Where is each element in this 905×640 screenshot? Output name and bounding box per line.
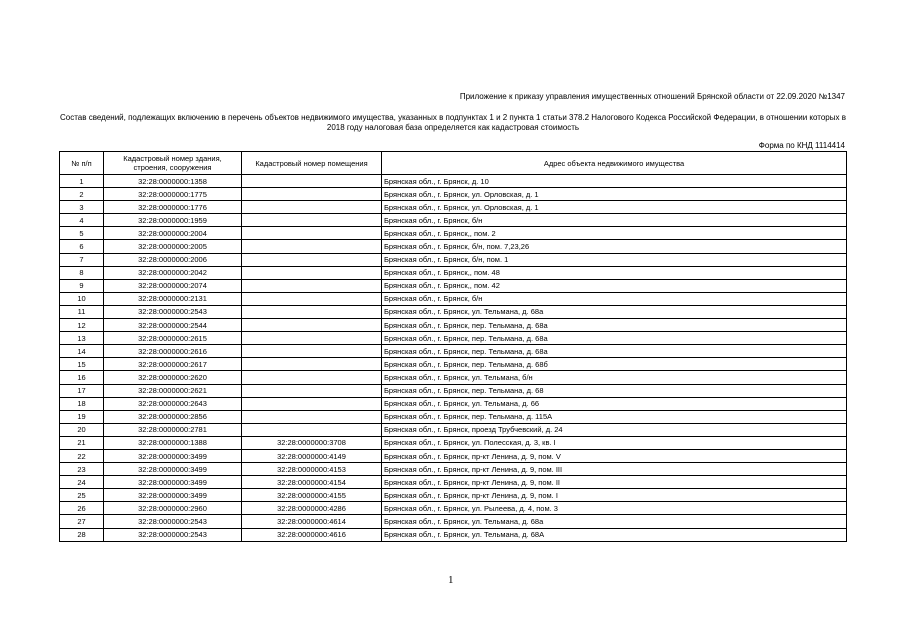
table-row xyxy=(60,201,847,214)
cell-room-cadastral xyxy=(242,397,382,410)
cell-num: 15 xyxy=(60,358,104,371)
cell-building-cadastral: 32:28:0000000:2616 xyxy=(104,345,242,358)
cell-address: Брянская обл., г. Брянск, д. 10 xyxy=(382,175,847,188)
cell-num: 11 xyxy=(60,305,104,318)
cell-num: 27 xyxy=(60,515,104,528)
document-intro: Состав сведений, подлежащих включению в перечень объектов недвижимого имущества, указанных в подпунктах 1 и 2 пункта 1 статьи 378.2 Налогового Кодекса Российской Федерации, в отношении которых в 2018 году налоговая база определяется как кадастровая стоимость xyxy=(60,113,846,132)
table-row xyxy=(60,253,847,266)
cell-address: Брянская обл., г. Брянск, пер. Тельмана, д. 68б xyxy=(382,358,847,371)
cell-room-cadastral xyxy=(242,279,382,292)
cell-room-cadastral xyxy=(242,188,382,201)
table-row xyxy=(60,227,847,240)
cell-num: 4 xyxy=(60,214,104,227)
cell-room-cadastral: 32:28:0000000:4154 xyxy=(242,476,382,489)
cell-room-cadastral xyxy=(242,332,382,345)
cell-num: 3 xyxy=(60,201,104,214)
cell-num: 9 xyxy=(60,279,104,292)
cell-num: 20 xyxy=(60,423,104,436)
cell-num: 16 xyxy=(60,371,104,384)
form-code: Форма по КНД 1114414 xyxy=(758,141,845,150)
cell-room-cadastral: 32:28:0000000:4155 xyxy=(242,489,382,502)
cell-address: Брянская обл., г. Брянск, пер. Тельмана, д. 115А xyxy=(382,410,847,423)
cell-building-cadastral: 32:28:0000000:2643 xyxy=(104,397,242,410)
cell-room-cadastral xyxy=(242,423,382,436)
cell-building-cadastral: 32:28:0000000:2544 xyxy=(104,319,242,332)
cell-address: Брянская обл., г. Брянск, ул. Тельмана, д. 68а xyxy=(382,515,847,528)
table-row xyxy=(60,397,847,410)
table-header-row xyxy=(60,152,847,175)
cell-building-cadastral: 32:28:0000000:1388 xyxy=(104,436,242,449)
table-row xyxy=(60,371,847,384)
cell-address: Брянская обл., г. Брянск, пер. Тельмана, д. 68 xyxy=(382,384,847,397)
cell-num: 19 xyxy=(60,410,104,423)
cell-num: 13 xyxy=(60,332,104,345)
appendix-header: Приложение к приказу управления имущественных отношений Брянской области от 22.09.2020 №1347 xyxy=(459,92,845,101)
cell-address: Брянская обл., г. Брянск, ул. Орловская, д. 1 xyxy=(382,188,847,201)
cell-address: Брянская обл., г. Брянск, пер. Тельмана, д. 68а xyxy=(382,319,847,332)
table-row xyxy=(60,358,847,371)
cell-num: 1 xyxy=(60,175,104,188)
cell-address: Брянская обл., г. Брянск, ул. Орловская, д. 1 xyxy=(382,201,847,214)
cell-building-cadastral: 32:28:0000000:2615 xyxy=(104,332,242,345)
cell-room-cadastral xyxy=(242,319,382,332)
cell-num: 2 xyxy=(60,188,104,201)
table-row xyxy=(60,463,847,476)
cell-num: 22 xyxy=(60,449,104,462)
table-row xyxy=(60,292,847,305)
table-row xyxy=(60,240,847,253)
cell-building-cadastral: 32:28:0000000:2074 xyxy=(104,279,242,292)
cell-room-cadastral xyxy=(242,305,382,318)
cell-room-cadastral: 32:28:0000000:4153 xyxy=(242,463,382,476)
table-row xyxy=(60,436,847,449)
cell-building-cadastral: 32:28:0000000:2042 xyxy=(104,266,242,279)
cell-address: Брянская обл., г. Брянск, ул. Тельмана, д. 68а xyxy=(382,305,847,318)
cell-room-cadastral xyxy=(242,345,382,358)
cell-address: Брянская обл., г. Брянск, пр-кт Ленина, д. 9, пом. I xyxy=(382,489,847,502)
page-number: 1 xyxy=(448,574,454,586)
cell-num: 28 xyxy=(60,528,104,541)
cell-address: Брянская обл., г. Брянск,, пом. 48 xyxy=(382,266,847,279)
cell-building-cadastral: 32:28:0000000:3499 xyxy=(104,449,242,462)
header-building-cadastral: Кадастровый номер здания, строения, сооружения xyxy=(104,152,242,175)
cell-room-cadastral xyxy=(242,175,382,188)
table-row xyxy=(60,279,847,292)
table-row xyxy=(60,423,847,436)
cell-room-cadastral xyxy=(242,240,382,253)
cell-num: 18 xyxy=(60,397,104,410)
table-row xyxy=(60,214,847,227)
cell-building-cadastral: 32:28:0000000:2004 xyxy=(104,227,242,240)
cell-room-cadastral xyxy=(242,371,382,384)
property-table xyxy=(59,151,847,542)
cell-room-cadastral xyxy=(242,358,382,371)
cell-building-cadastral: 32:28:0000000:2617 xyxy=(104,358,242,371)
cell-num: 23 xyxy=(60,463,104,476)
cell-num: 25 xyxy=(60,489,104,502)
table-row xyxy=(60,449,847,462)
header-num: № п/п xyxy=(60,152,104,175)
cell-num: 12 xyxy=(60,319,104,332)
cell-building-cadastral: 32:28:0000000:1358 xyxy=(104,175,242,188)
table-row xyxy=(60,502,847,515)
table-row xyxy=(60,476,847,489)
cell-num: 8 xyxy=(60,266,104,279)
header-room-cadastral: Кадастровый номер помещения xyxy=(242,152,382,175)
cell-address: Брянская обл., г. Брянск, ул. Тельмана, б/н xyxy=(382,371,847,384)
cell-building-cadastral: 32:28:0000000:2543 xyxy=(104,515,242,528)
cell-address: Брянская обл., г. Брянск, пр-кт Ленина, д. 9, пом. III xyxy=(382,463,847,476)
cell-address: Брянская обл., г. Брянск, пр-кт Ленина, д. 9, пом. II xyxy=(382,476,847,489)
cell-num: 7 xyxy=(60,253,104,266)
cell-room-cadastral: 32:28:0000000:4614 xyxy=(242,515,382,528)
cell-address: Брянская обл., г. Брянск, ул. Рылеева, д. 4, пом. 3 xyxy=(382,502,847,515)
cell-address: Брянская обл., г. Брянск, б/н xyxy=(382,214,847,227)
cell-num: 17 xyxy=(60,384,104,397)
cell-building-cadastral: 32:28:0000000:2005 xyxy=(104,240,242,253)
table-row xyxy=(60,384,847,397)
cell-building-cadastral: 32:28:0000000:3499 xyxy=(104,463,242,476)
cell-building-cadastral: 32:28:0000000:2543 xyxy=(104,528,242,541)
table-row xyxy=(60,188,847,201)
table-row xyxy=(60,515,847,528)
table-row xyxy=(60,175,847,188)
cell-room-cadastral xyxy=(242,410,382,423)
table-row xyxy=(60,266,847,279)
table-row xyxy=(60,319,847,332)
table-row xyxy=(60,489,847,502)
cell-building-cadastral: 32:28:0000000:2006 xyxy=(104,253,242,266)
cell-num: 24 xyxy=(60,476,104,489)
cell-room-cadastral xyxy=(242,227,382,240)
cell-building-cadastral: 32:28:0000000:1959 xyxy=(104,214,242,227)
cell-address: Брянская обл., г. Брянск, б/н, пом. 7,23,26 xyxy=(382,240,847,253)
cell-address: Брянская обл., г. Брянск, б/н, пом. 1 xyxy=(382,253,847,266)
cell-num: 21 xyxy=(60,436,104,449)
cell-address: Брянская обл., г. Брянск,, пом. 2 xyxy=(382,227,847,240)
cell-room-cadastral: 32:28:0000000:3708 xyxy=(242,436,382,449)
cell-room-cadastral xyxy=(242,292,382,305)
cell-room-cadastral: 32:28:0000000:4616 xyxy=(242,528,382,541)
cell-address: Брянская обл., г. Брянск, ул. Тельмана, д. 68А xyxy=(382,528,847,541)
cell-num: 26 xyxy=(60,502,104,515)
cell-address: Брянская обл., г. Брянск, пр-кт Ленина, д. 9, пом. V xyxy=(382,449,847,462)
cell-building-cadastral: 32:28:0000000:2960 xyxy=(104,502,242,515)
table-row xyxy=(60,410,847,423)
cell-address: Брянская обл., г. Брянск, пер. Тельмана, д. 68а xyxy=(382,345,847,358)
cell-num: 5 xyxy=(60,227,104,240)
table-row xyxy=(60,345,847,358)
cell-room-cadastral xyxy=(242,214,382,227)
cell-building-cadastral: 32:28:0000000:2781 xyxy=(104,423,242,436)
cell-num: 6 xyxy=(60,240,104,253)
cell-room-cadastral xyxy=(242,253,382,266)
cell-building-cadastral: 32:28:0000000:3499 xyxy=(104,489,242,502)
cell-building-cadastral: 32:28:0000000:2543 xyxy=(104,305,242,318)
cell-room-cadastral: 32:28:0000000:4286 xyxy=(242,502,382,515)
cell-building-cadastral: 32:28:0000000:2856 xyxy=(104,410,242,423)
cell-address: Брянская обл., г. Брянск, проезд Трубчевский, д. 24 xyxy=(382,423,847,436)
cell-building-cadastral: 32:28:0000000:3499 xyxy=(104,476,242,489)
cell-room-cadastral xyxy=(242,384,382,397)
cell-address: Брянская обл., г. Брянск, ул. Тельмана, д. 66 xyxy=(382,397,847,410)
cell-building-cadastral: 32:28:0000000:2620 xyxy=(104,371,242,384)
cell-num: 14 xyxy=(60,345,104,358)
cell-address: Брянская обл., г. Брянск,, пом. 42 xyxy=(382,279,847,292)
header-address: Адрес объекта недвижимого имущества xyxy=(382,152,847,175)
cell-room-cadastral: 32:28:0000000:4149 xyxy=(242,449,382,462)
cell-building-cadastral: 32:28:0000000:2131 xyxy=(104,292,242,305)
cell-address: Брянская обл., г. Брянск, б/н xyxy=(382,292,847,305)
table-row xyxy=(60,528,847,541)
cell-building-cadastral: 32:28:0000000:2621 xyxy=(104,384,242,397)
cell-building-cadastral: 32:28:0000000:1775 xyxy=(104,188,242,201)
cell-address: Брянская обл., г. Брянск, пер. Тельмана, д. 68а xyxy=(382,332,847,345)
table-row xyxy=(60,332,847,345)
cell-address: Брянская обл., г. Брянск, ул. Полесская, д. 3, кв. I xyxy=(382,436,847,449)
cell-room-cadastral xyxy=(242,201,382,214)
table-row xyxy=(60,305,847,318)
cell-room-cadastral xyxy=(242,266,382,279)
cell-building-cadastral: 32:28:0000000:1776 xyxy=(104,201,242,214)
cell-num: 10 xyxy=(60,292,104,305)
